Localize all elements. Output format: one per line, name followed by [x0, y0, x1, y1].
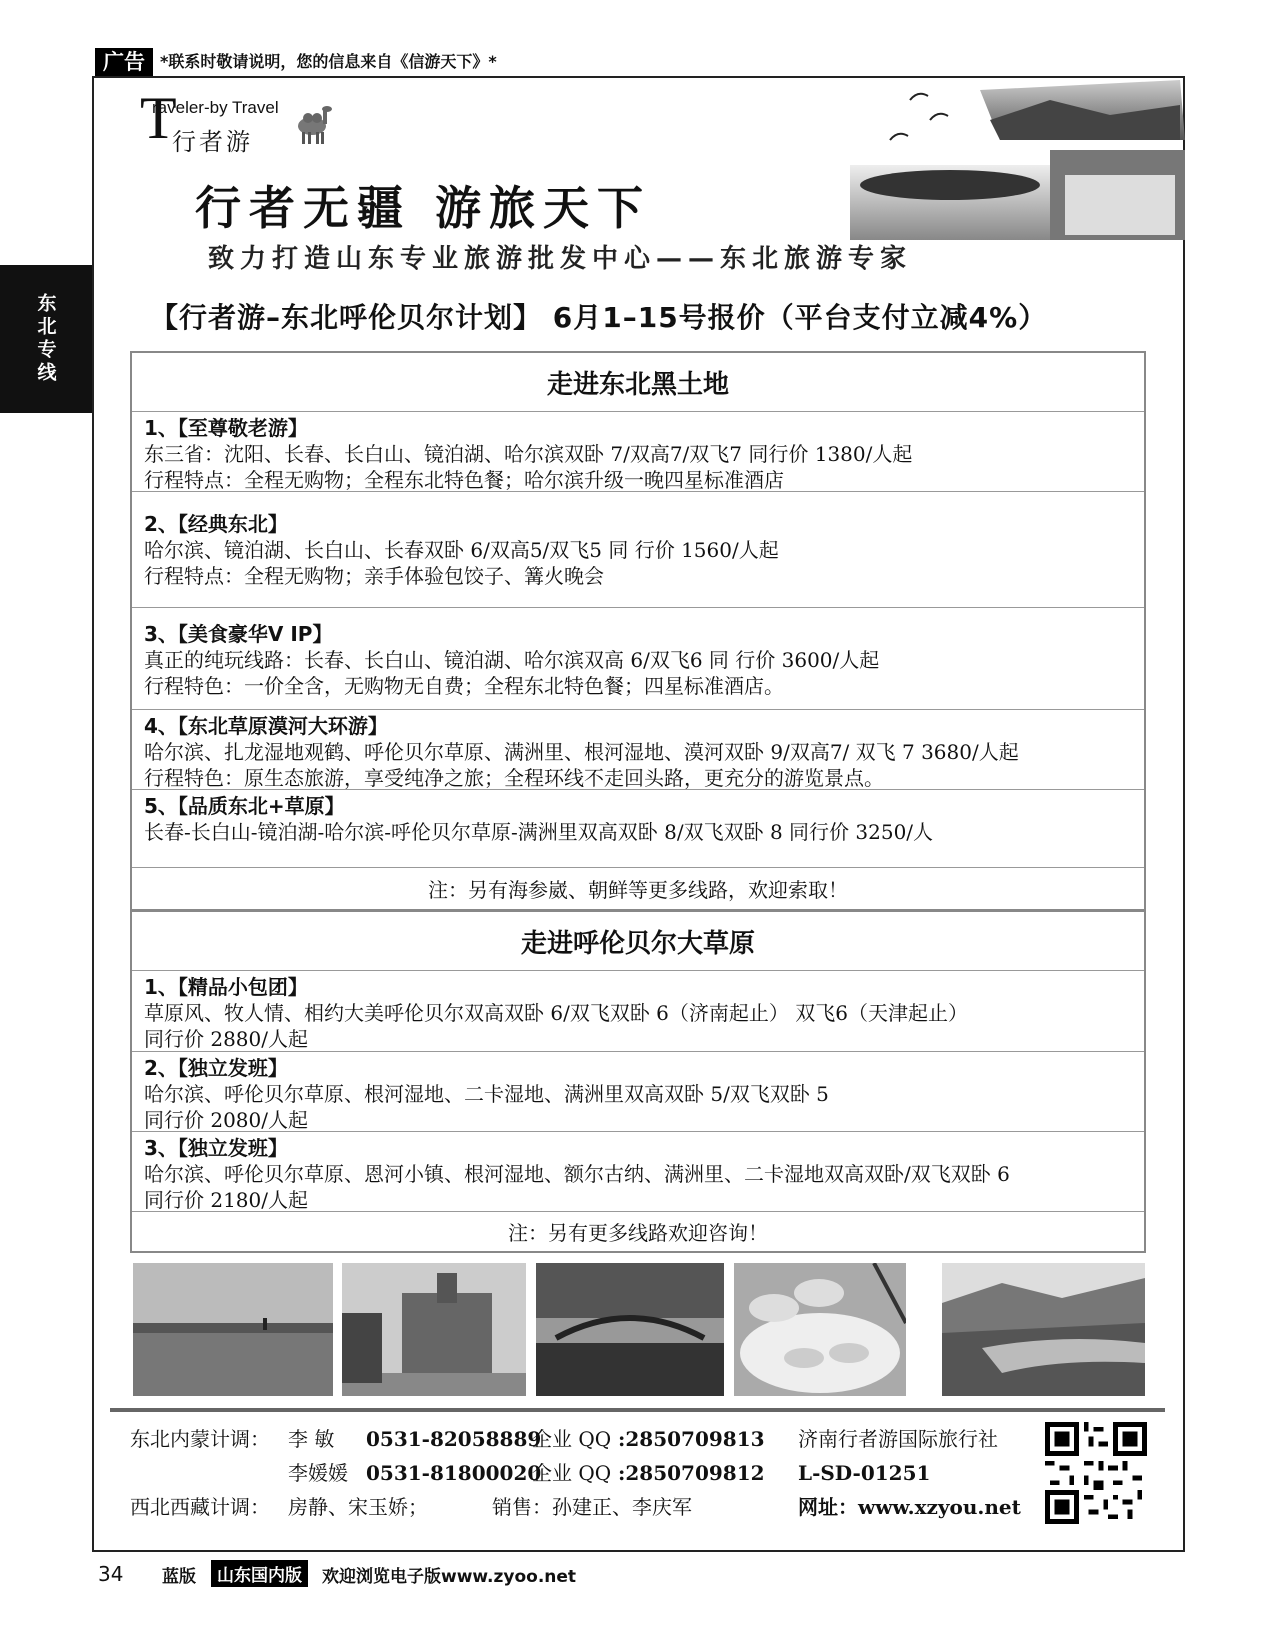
logo-chinese: 行者游 [172, 128, 253, 156]
contact-phone-1: 0531-82058889 [366, 1427, 542, 1451]
route-name: 1、【精品小包团】 [144, 975, 308, 999]
route-name: 3、【美食豪华V IP】 [144, 622, 333, 646]
logo-english: raveler-by Travel [152, 98, 279, 117]
route-price: 同行价 2880/人起 [144, 1027, 308, 1051]
headline: 【行者游–东北呼伦贝尔计划】 6月1–15号报价（平台支付立减4%） [150, 301, 1048, 334]
photo-street [342, 1263, 526, 1396]
route-detail: 哈尔滨、呼伦贝尔草原、恩河小镇、根河湿地、额尔古纳、满洲里、二卡湿地双高双卧/双飞双卧 6 [144, 1162, 1010, 1186]
footer-web: 欢迎浏览电子版www.zyoo.net [322, 1567, 577, 1587]
route-item [132, 1131, 1144, 1211]
qq-label-2: 企业 QQ [532, 1461, 612, 1485]
contact-phone-2: 0531-81800020 [366, 1461, 542, 1485]
route-item [132, 1051, 1144, 1131]
route-item [132, 491, 1144, 607]
route-item [132, 970, 1144, 1051]
photo-grassland [133, 1263, 333, 1396]
ad-note: *联系时敬请说明，您的信息来自《信游天下》* [160, 52, 497, 71]
page-number: 34 [98, 1562, 124, 1586]
route-price: 同行价 2080/人起 [144, 1108, 308, 1132]
agency-name: 济南行者游国际旅行社 [798, 1427, 998, 1451]
section-note: 注：另有海参崴、朝鲜等更多线路，欢迎索取！ [132, 867, 1144, 909]
region-badge: 山东国内版 [211, 1560, 308, 1587]
route-detail: 哈尔滨、扎龙湿地观鹤、呼伦贝尔草原、满洲里、根河湿地、漠河双卧 9/双高7/ 双飞 7 3680/人起 [144, 740, 1019, 764]
photo-bridge [536, 1263, 724, 1396]
qr-code-icon [1045, 1422, 1147, 1524]
contact-persons-3: 房静、宋玉娇； [288, 1495, 428, 1519]
section-hulunbuir [130, 910, 1146, 1253]
route-detail: 哈尔滨、呼伦贝尔草原、根河湿地、二卡湿地、满洲里双高双卧 5/双飞双卧 5 [144, 1082, 829, 1106]
route-detail: 长春-长白山-镜泊湖-哈尔滨-呼伦贝尔草原-满洲里双高双卧 8/双飞双卧 8 同行价 3250/人 [144, 820, 934, 844]
side-tab [0, 265, 92, 413]
camel-icon [288, 100, 334, 146]
qq-number-1: :2850709813 [618, 1427, 765, 1451]
route-detail: 草原风、牧人情、相约大美呼伦贝尔双高双卧 6/双飞双卧 6（济南起止） 双飞6（天津起止） [144, 1001, 968, 1025]
route-item [132, 411, 1144, 491]
route-detail: 哈尔滨、镜泊湖、长白山、长春双卧 6/双高5/双飞5 同 行价 1560/人起 [144, 538, 779, 562]
section-northeast [130, 351, 1146, 911]
subslogan: 致力打造山东专业旅游批发中心——东北旅游专家 [208, 244, 913, 274]
photo-dumplings [734, 1263, 906, 1396]
section-title: 走进东北黑土地 [546, 369, 729, 400]
side-tab-label: 东北专线 [34, 293, 57, 385]
website[interactable]: 网址：www.xzyou.net [798, 1495, 1021, 1519]
photo-river-valley [942, 1263, 1145, 1396]
route-item [132, 607, 1144, 709]
qq-number-2: :2850709812 [618, 1461, 765, 1485]
contact-label-northeast: 东北内蒙计调： [130, 1427, 270, 1451]
route-feature: 行程特色：原生态旅游，享受纯净之旅；全程环线不走回头路，更充分的游览景点。 [144, 766, 884, 790]
route-feature: 行程特色：一价全含，无购物无自费；全程东北特色餐；四星标准酒店。 [144, 674, 784, 698]
route-name: 2、【独立发班】 [144, 1056, 288, 1080]
route-name: 5、【品质东北+草原】 [144, 794, 345, 818]
contact-person-2: 李媛媛 [288, 1461, 348, 1485]
route-item [132, 709, 1144, 789]
route-feature: 行程特点：全程无购物；亲手体验包饺子、篝火晚会 [144, 564, 604, 588]
route-item [132, 789, 1144, 867]
route-name: 2、【经典东北】 [144, 512, 288, 536]
logo-letter: T [140, 85, 177, 151]
ad-tag: 广告 [95, 48, 153, 76]
scenery-collage [850, 80, 1185, 240]
route-name: 3、【独立发班】 [144, 1136, 288, 1160]
contact-label-northwest: 西北西藏计调： [130, 1495, 270, 1519]
slogan: 行者无疆 游旅天下 [195, 181, 652, 235]
section-note: 注：另有更多线路欢迎咨询！ [132, 1211, 1144, 1251]
qq-label-1: 企业 QQ [532, 1427, 612, 1451]
section-title: 走进呼伦贝尔大草原 [520, 928, 755, 959]
divider [110, 1408, 1165, 1412]
route-name: 4、【东北草原漠河大环游】 [144, 714, 388, 738]
route-price: 同行价 2180/人起 [144, 1188, 308, 1212]
contact-person-1: 李 敏 [288, 1427, 335, 1451]
route-detail: 东三省：沈阳、长春、长白山、镜泊湖、哈尔滨双卧 7/双高7/双飞7 同行价 1380/人起 [144, 442, 913, 466]
license-number: L-SD-01251 [798, 1461, 931, 1485]
route-detail: 真正的纯玩线路：长春、长白山、镜泊湖、哈尔滨双高 6/双飞6 同 行价 3600/人起 [144, 648, 880, 672]
route-feature: 行程特点：全程无购物；全程东北特色餐；哈尔滨升级一晚四星标准酒店 [144, 468, 784, 492]
edition-label: 蓝版 [162, 1567, 196, 1587]
sales-contacts: 销售：孙建正、李庆军 [492, 1495, 692, 1519]
route-name: 1、【至尊敬老游】 [144, 416, 308, 440]
